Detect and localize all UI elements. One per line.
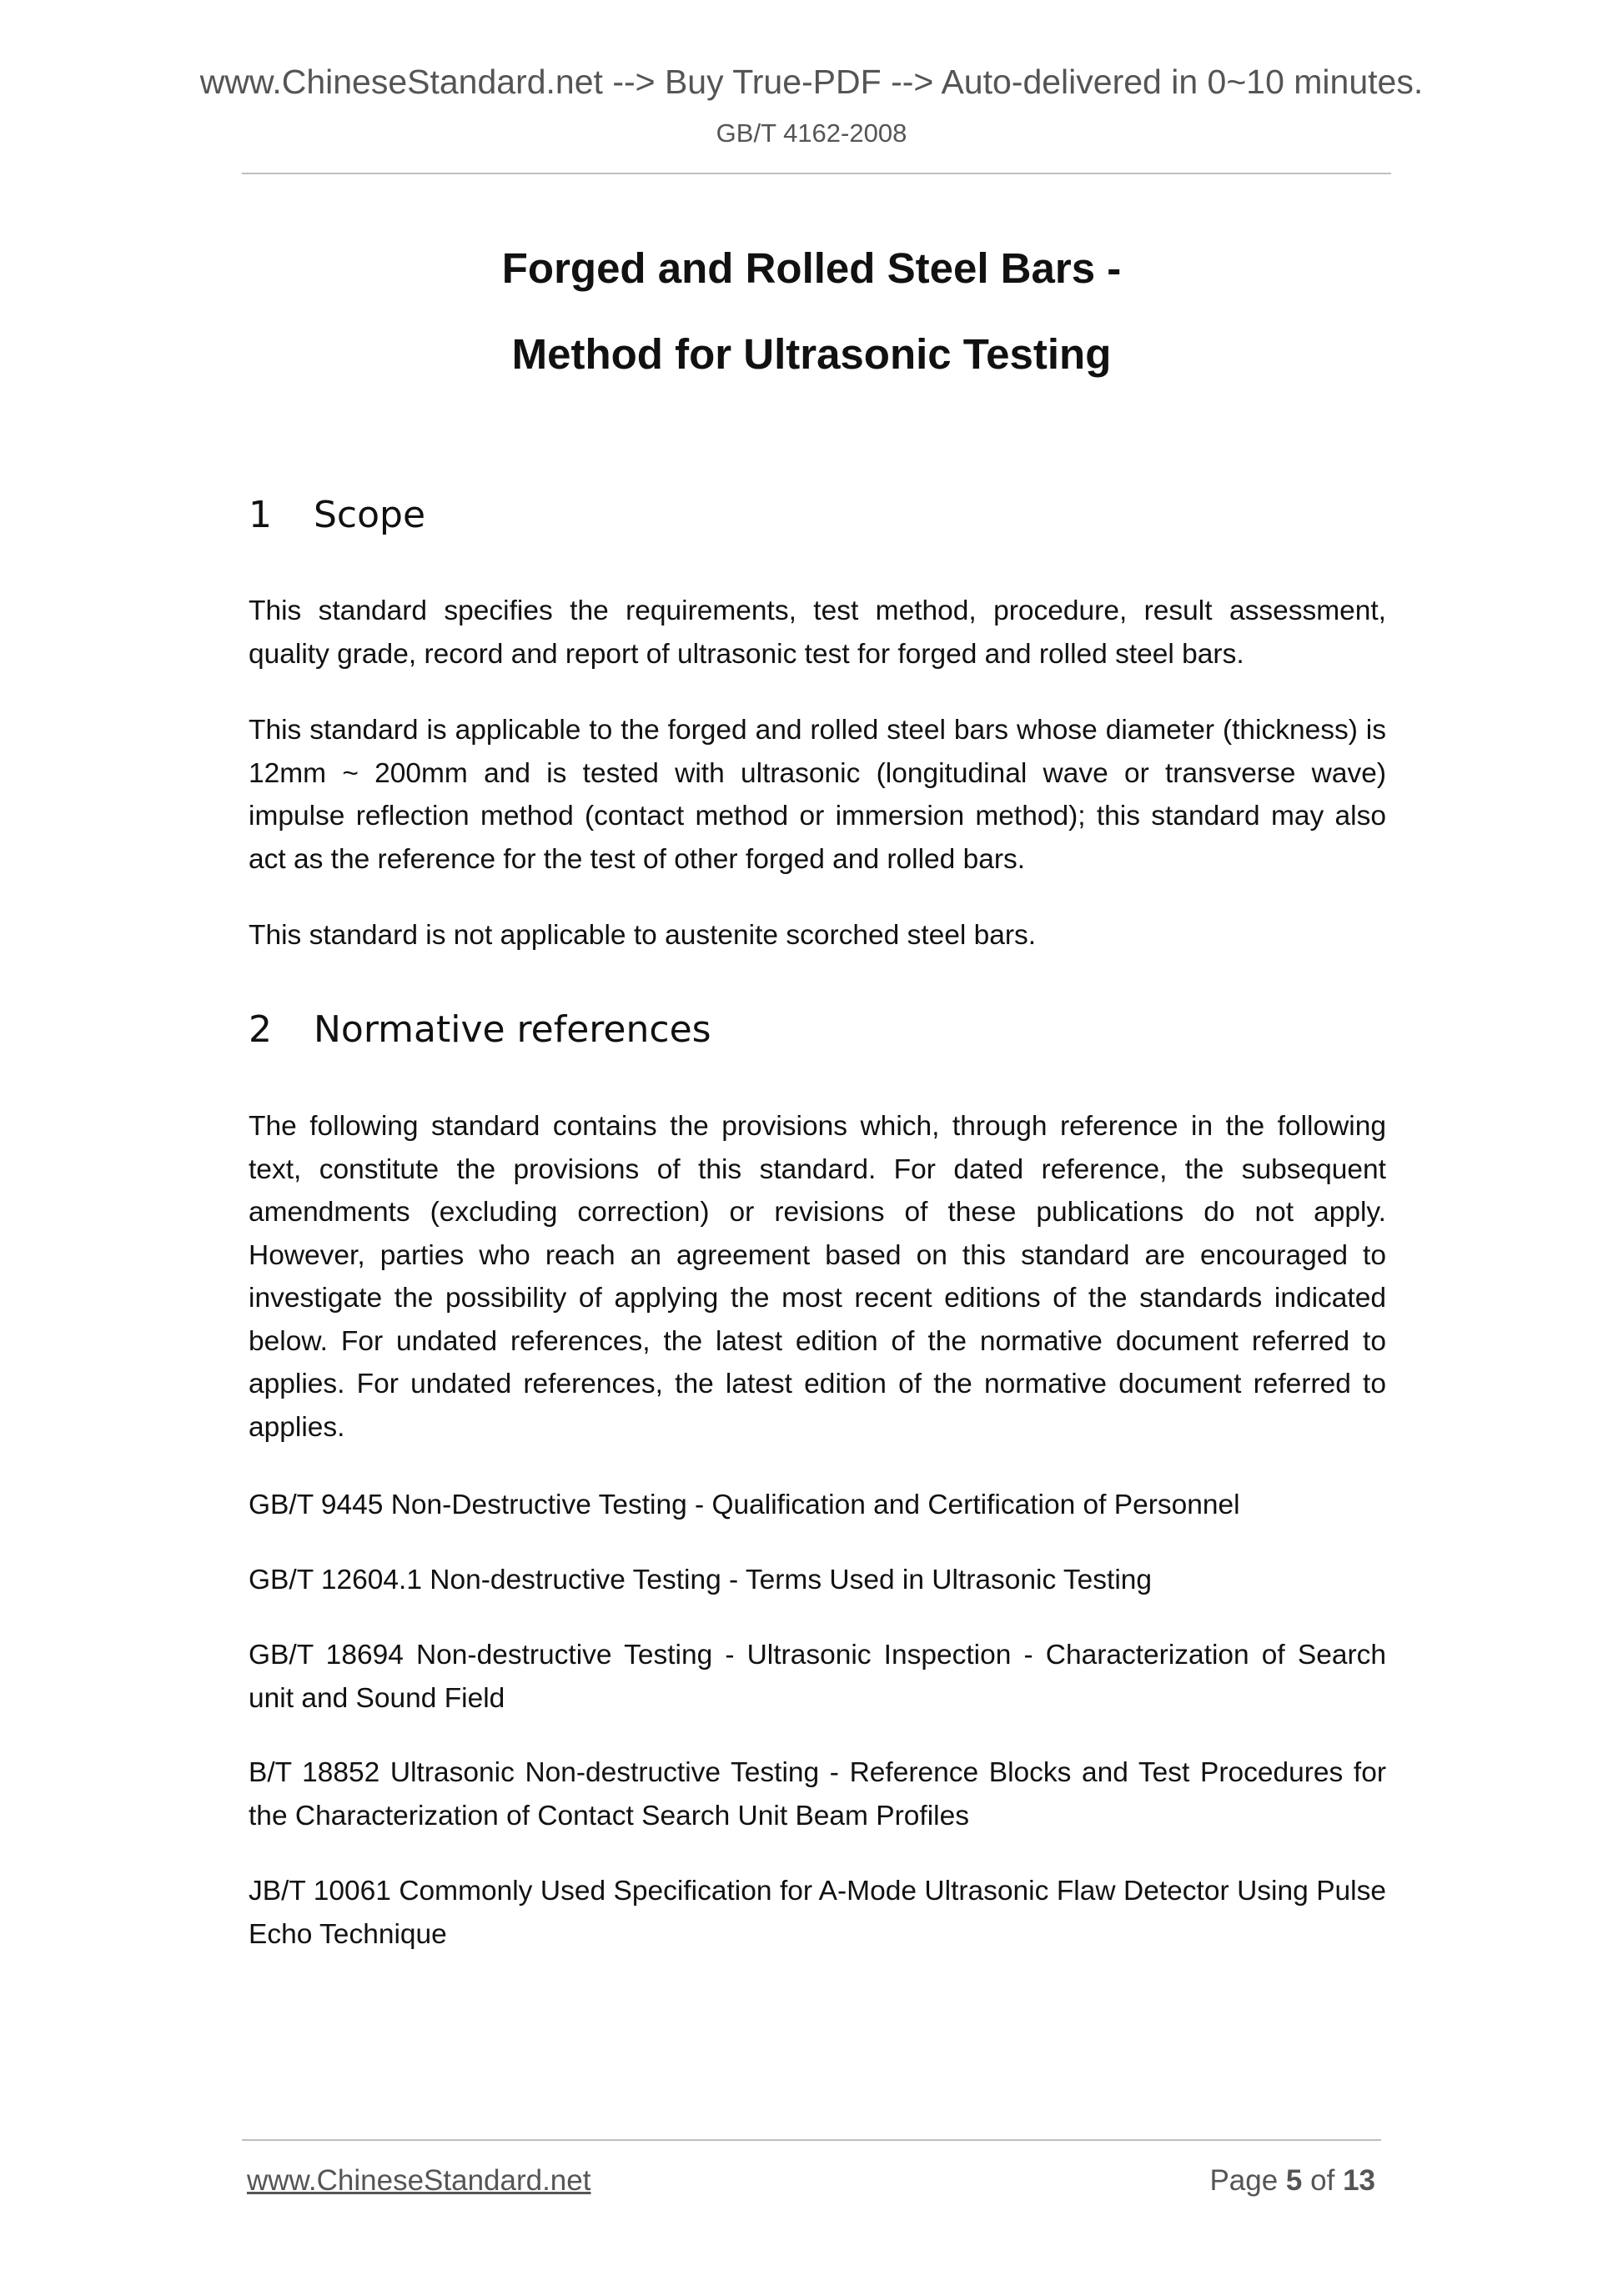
page-prefix: Page xyxy=(1209,2164,1279,2197)
footer-site-link[interactable]: www.ChineseStandard.net xyxy=(247,2164,591,2197)
section-2-title: Normative references xyxy=(314,1008,711,1051)
reference-item: GB/T 18694 Non-destructive Testing - Ultrasonic Inspection - Characterization of Search unit and Sound Field xyxy=(249,1640,1386,1714)
header-banner: www.ChineseStandard.net --> Buy True-PDF --> Auto-delivered in 0~10 minutes. xyxy=(199,63,1424,101)
section-1-heading xyxy=(249,494,426,536)
total-page-count: 13 xyxy=(1343,2164,1375,2197)
scope-paragraph-1: This standard specifies the requirements, test method, procedure, result assessment, quality grade, record and report of ultrasonic test for forged and rolled steel bars. xyxy=(249,595,1386,670)
reference-item: B/T 18852 Ultrasonic Non-destructive Testing - Reference Blocks and Test Procedures for the Characterization of Contact Search Unit Beam Profiles xyxy=(249,1757,1386,1831)
reference-item: GB/T 9445 Non-Destructive Testing - Qualification and Certification of Personnel xyxy=(249,1490,1240,1520)
document-title-line-1: Forged and Rolled Steel Bars - xyxy=(501,244,1122,292)
section-1-title: Scope xyxy=(314,494,426,536)
section-2-heading xyxy=(249,1008,711,1051)
footer-divider xyxy=(242,2139,1381,2141)
reference-item: GB/T 12604.1 Non-destructive Testing - Terms Used in Ultrasonic Testing xyxy=(249,1565,1153,1595)
scope-paragraph-3: This standard is not applicable to austenite scorched steel bars. xyxy=(249,920,1037,951)
scope-paragraph-2: This standard is applicable to the forged and rolled steel bars whose diameter (thickness) is 12mm ~ 200mm and is tested with ultrasonic (longitudinal wave or transverse wave) impulse reflection method (contact method or immersion method); this standard may also act as the reference for the test of other forged and rolled bars. xyxy=(249,715,1386,875)
document-title-line-2: Method for Ultrasonic Testing xyxy=(511,330,1112,378)
reference-item: JB/T 10061 Commonly Used Specification for A-Mode Ultrasonic Flaw Detector Using Pulse Echo Technique xyxy=(249,1876,1386,1950)
header-divider xyxy=(242,173,1391,174)
section-2-number: 2 xyxy=(249,1008,272,1051)
page-of: of xyxy=(1310,2164,1335,2197)
section-1-number: 1 xyxy=(249,494,272,536)
references-intro-paragraph: The following standard contains the provisions which, through reference in the following text, constitute the provisions of this standard. For dated reference, the subsequent amendments (excluding correction) or revisions of these publications do not apply. However, parties who reach an agreement based on this standard are encouraged to investigate the possibility of applying the most recent editions of the standards indicated below. For undated references, the latest edition of the normative document referred to applies. For undated references, the latest edition of the normative document referred to applies. xyxy=(249,1111,1386,1443)
standard-number: GB/T 4162-2008 xyxy=(716,118,907,148)
current-page-number: 5 xyxy=(1285,2164,1303,2197)
page-indicator xyxy=(1209,2166,1375,2195)
